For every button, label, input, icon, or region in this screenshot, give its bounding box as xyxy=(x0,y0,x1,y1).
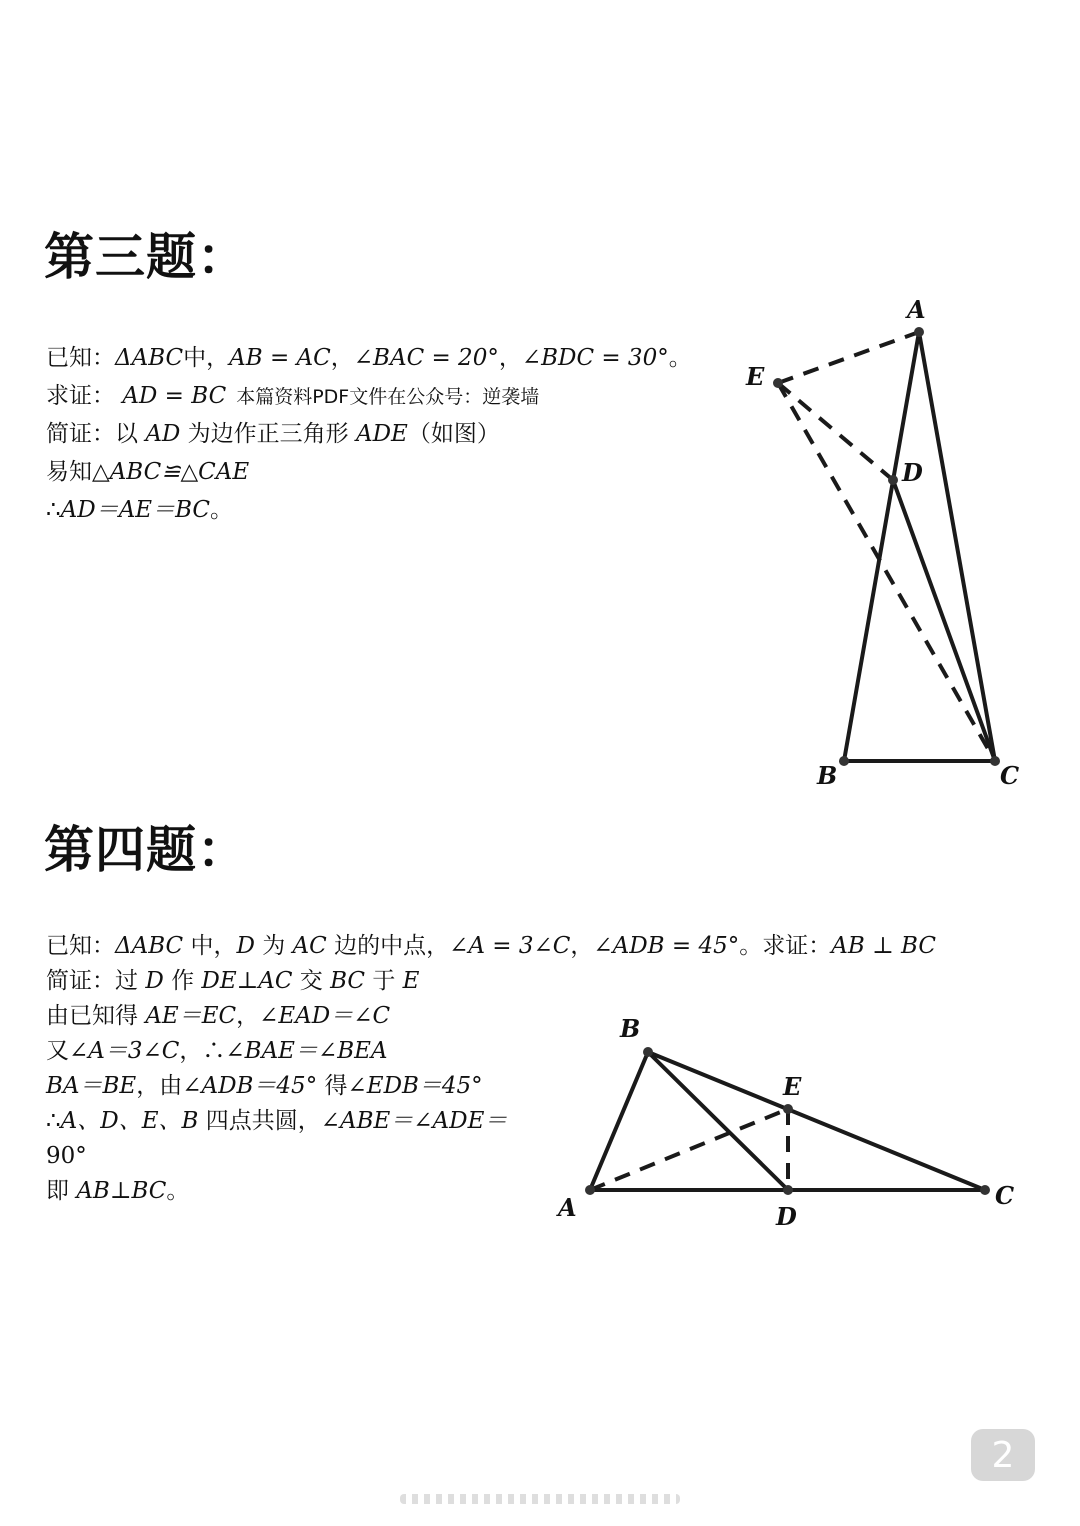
label-A: A xyxy=(907,295,926,324)
problem3-prove: 求证： AD = BC 本篇资料PDF文件在公众号：逆袭墙 xyxy=(46,383,540,409)
problem3-heading: 第三题： xyxy=(44,228,248,286)
problem3-given: 已知：ΔABC中，AB = AC，∠BAC = 20°，∠BDC = 30°。 xyxy=(46,345,692,371)
point-C xyxy=(980,1185,990,1195)
problem4-proof-7: 即 AB⊥BC。 xyxy=(46,1178,190,1204)
point-B xyxy=(643,1047,653,1057)
scroll-indicator xyxy=(400,1494,680,1504)
label-D: D xyxy=(902,458,923,487)
point-E xyxy=(783,1104,793,1114)
problem3-proof-2: 易知△ABC≌△CAE xyxy=(46,459,250,485)
segment-AB xyxy=(590,1052,648,1190)
label-D: D xyxy=(776,1202,797,1231)
page-number-badge[interactable]: 2 xyxy=(971,1429,1035,1481)
label-E: E xyxy=(783,1072,802,1101)
problem4-proof-2: 由已知得 AE＝EC，∠EAD＝∠C xyxy=(46,1003,391,1029)
problem3-proof-1: 简证：以 AD 为边作正三角形 ADE（如图） xyxy=(46,421,500,447)
problem4-proof-4: BA＝BE，由∠ADB＝45° 得∠EDB＝45° xyxy=(46,1073,483,1099)
label-C: C xyxy=(995,1181,1015,1210)
problem4-given: 已知：ΔABC 中，D 为 AC 边的中点，∠A = 3∠C，∠ADB = 45°。求证：AB ⊥ BC xyxy=(46,933,936,959)
segment-BD xyxy=(648,1052,788,1190)
problem3-proof-3: ∴AD＝AE＝BC。 xyxy=(46,497,234,523)
source-note: 本篇资料PDF文件在公众号：逆袭墙 xyxy=(236,386,540,408)
label-C: C xyxy=(1000,761,1020,790)
label-B: B xyxy=(817,761,838,790)
point-A xyxy=(585,1185,595,1195)
label-E: E xyxy=(746,362,765,391)
problem4-proof-1: 简证：过 D 作 DE⊥AC 交 BC 于 E xyxy=(46,968,420,994)
label-B: B xyxy=(620,1014,641,1043)
problem4-proof-3: 又∠A＝3∠C，∴∠BAE＝∠BEA xyxy=(46,1038,388,1064)
point-D xyxy=(783,1185,793,1195)
segment-BC xyxy=(648,1052,985,1190)
problem4-proof-6: 90° xyxy=(46,1143,87,1169)
problem4-heading: 第四题： xyxy=(44,821,248,879)
problem4-proof-5: ∴A、D、E、B 四点共圆，∠ABE＝∠ADE＝ xyxy=(46,1108,508,1134)
label-A: A xyxy=(558,1193,577,1222)
